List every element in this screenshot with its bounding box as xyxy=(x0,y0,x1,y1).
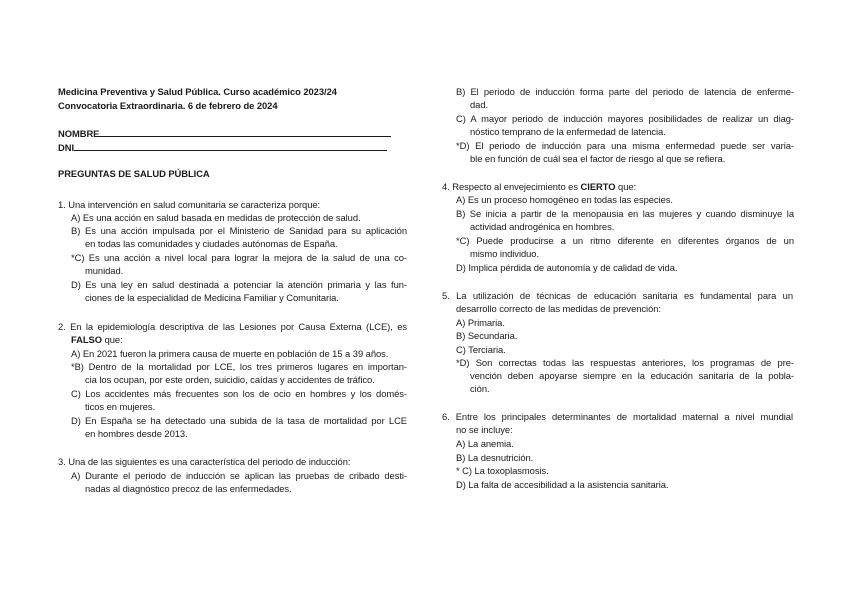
option-a: A) La anemia. xyxy=(456,438,514,449)
option-c-cont: ticos en mujeres. xyxy=(85,401,156,412)
stem-rest: que: xyxy=(102,334,123,345)
option-b-cont: en todas las comunidades y ciudades autónomas de España. xyxy=(85,238,338,249)
option-a-cont: nadas al diagnóstico precoz de las enfermedades. xyxy=(85,483,292,494)
option-d-correct: *D) Son correctas todas las respuestas anteriores, los programas de pre- xyxy=(456,357,794,368)
option-c-correct: * C) La toxoplasmosis. xyxy=(456,465,549,476)
option-a: A) Es un proceso homogéneo en todas las especies. xyxy=(456,194,673,205)
question-stem xyxy=(442,181,636,193)
stem-post: que: xyxy=(615,181,637,192)
dni-field[interactable] xyxy=(58,141,387,154)
option-d: D) En España se ha detectado una subida de la tasa de mortalidad por LCE xyxy=(71,415,407,426)
option-c-cont: munidad. xyxy=(85,265,124,276)
option-c-cont: mismo individuo. xyxy=(470,248,540,259)
option-d: D) Es una ley en salud destinada a potenciar la atención primaria y las fun- xyxy=(71,279,407,290)
question-stem: 3. Una de las siguientes es una característica del periodo de inducción: xyxy=(58,456,351,467)
question-stem: 5. La utilización de técnicas de educación sanitaria es fundamental para un xyxy=(442,290,793,301)
exam-title: Medicina Preventiva y Salud Pública. Curso académico 2023/24 xyxy=(58,86,337,97)
dni-underline[interactable] xyxy=(74,141,387,151)
option-d-cont: ble en función de cuál sea el factor de riesgo al que se refiera. xyxy=(470,153,726,164)
name-field[interactable] xyxy=(58,127,391,140)
option-d-correct: *D) El periodo de inducción para una misma enfermedad puede ser varia- xyxy=(456,140,794,151)
section-title: PREGUNTAS DE SALUD PÚBLICA xyxy=(58,168,210,179)
option-d-cont: vención deben apoyarse siempre en la educación sanitaria de la pobla- xyxy=(470,370,794,381)
dni-label: DNI xyxy=(58,142,74,153)
option-c-correct: *C) Es una acción a nivel local para lograr la mejora de la salud de una co- xyxy=(71,252,407,263)
option-a: A) Durante el periodo de inducción se aplican las pruebas de cribado desti- xyxy=(71,470,407,481)
question-stem: 1. Una intervención en salud comunitaria se caracteriza porque: xyxy=(58,199,321,210)
option-b: B) Se inicia a partir de la menopausia en las mujeres y cuando disminuye la xyxy=(456,208,794,219)
exam-session: Convocatoria Extraordinaria. 6 de febrero de 2024 xyxy=(58,100,278,111)
keyword-cierto: CIERTO xyxy=(580,181,616,192)
option-d: D) Implica pérdida de autonomía y de calidad de vida. xyxy=(456,262,678,273)
name-underline[interactable] xyxy=(99,127,391,137)
option-d-cont-2: ción. xyxy=(470,383,490,394)
keyword-falso: FALSO xyxy=(71,334,103,345)
option-b: B) La desnutrición. xyxy=(456,452,534,463)
option-d: D) La falta de accesibilidad a la asistencia sanitaria. xyxy=(456,479,669,490)
option-b-cont: actividad androgénica en hombres. xyxy=(470,221,615,232)
option-b: B) Secundaria. xyxy=(456,330,518,341)
option-a: A) Primaria. xyxy=(456,317,505,328)
option-c-correct: *C) Puede producirse a un ritmo diferente en diferentes órganos de un xyxy=(456,235,794,246)
option-c: C) A mayor periodo de inducción mayores posibilidades de realizar un diag- xyxy=(456,113,794,124)
option-b: B) Es una acción impulsada por el Ministerio de Sanidad para su aplicación xyxy=(71,225,407,236)
option-d-cont: ciones de la especialidad de Medicina Familiar y Comunitaria. xyxy=(85,292,339,303)
option-b: B) El periodo de inducción forma parte del periodo de latencia de enferme- xyxy=(456,86,794,97)
option-c: C) Los accidentes más frecuentes son los de ocio en hombres y los domés- xyxy=(71,388,407,399)
option-d-cont: en hombres desde 2013. xyxy=(85,428,188,439)
option-a: A) En 2021 fueron la primera causa de muerte en población de 15 a 39 años. xyxy=(71,348,389,359)
option-b-cont: cia los ocupan, por este orden, suicidio, caídas y accidentes de tráfico. xyxy=(85,374,375,385)
option-b-cont: dad. xyxy=(470,99,489,110)
option-a: A) Es una acción en salud basada en medidas de protección de salud. xyxy=(71,212,361,223)
stem-pre: 4. Respecto al envejecimiento es xyxy=(442,181,581,192)
question-stem: 6. Entre los principales determinantes de mortalidad maternal a nivel mundial xyxy=(442,411,793,422)
name-label: NOMBRE xyxy=(58,128,100,139)
option-c: C) Terciaria. xyxy=(456,344,506,355)
option-c-cont: nóstico temprano de la enfermedad de latencia. xyxy=(470,126,666,137)
question-stem-cont: no se incluye: xyxy=(456,424,513,435)
question-stem-cont xyxy=(71,334,123,346)
question-stem: 2. En la epidemiología descriptiva de las Lesiones por Causa Externa (LCE), es xyxy=(58,321,407,332)
option-b-correct: *B) Dentro de la mortalidad por LCE, los tres primeros lugares en importan- xyxy=(71,361,407,372)
question-stem-cont: desarrollo correcto de las medidas de prevención: xyxy=(456,303,661,314)
